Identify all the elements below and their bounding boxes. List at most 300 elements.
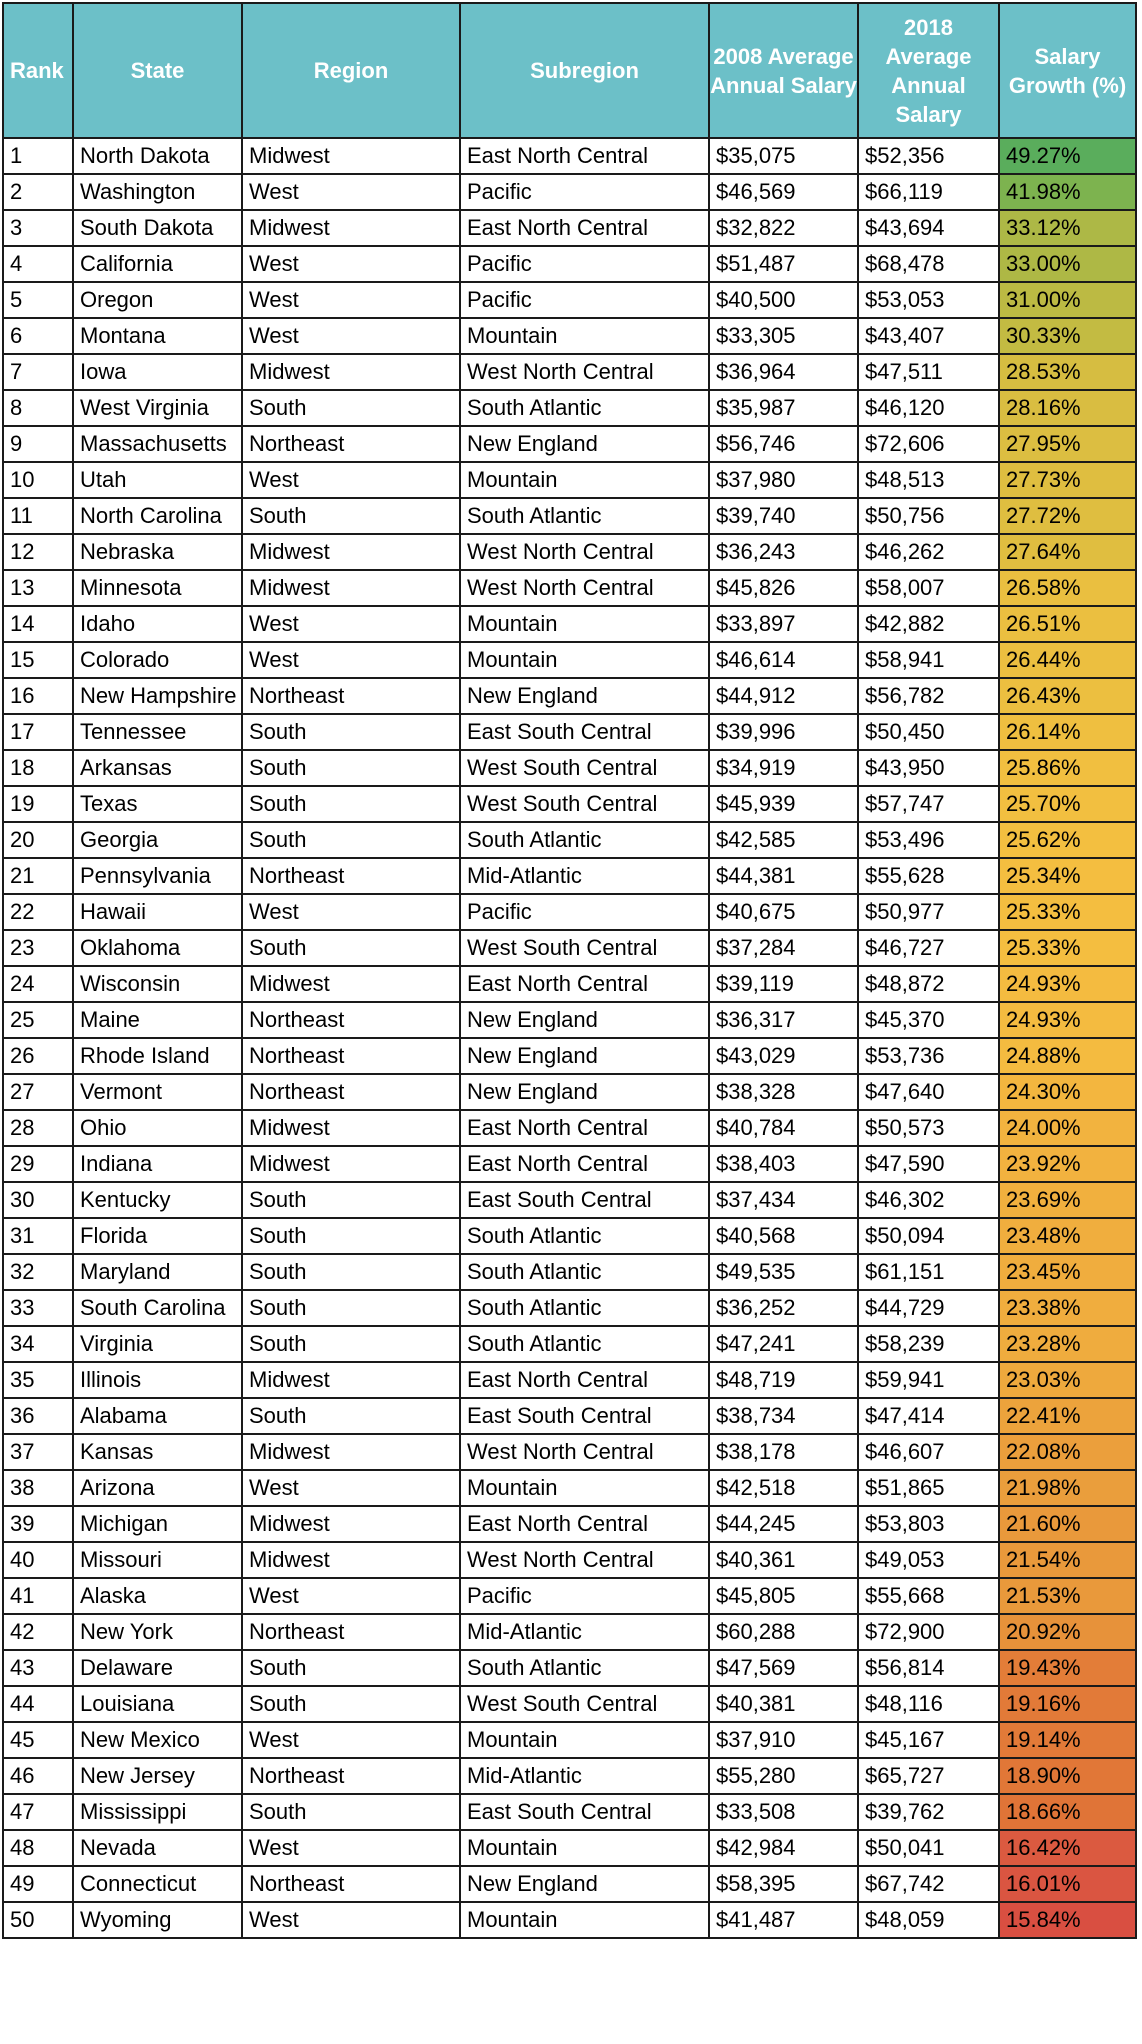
cell-salary-growth[interactable]: 28.53% xyxy=(999,354,1136,390)
cell-salary-2018[interactable]: $45,167 xyxy=(858,1722,999,1758)
cell-subregion[interactable]: West South Central xyxy=(460,786,709,822)
header-rank[interactable]: Rank xyxy=(3,3,73,138)
cell-salary-2008[interactable]: $43,029 xyxy=(709,1038,858,1074)
cell-salary-2008[interactable]: $58,395 xyxy=(709,1866,858,1902)
cell-state[interactable]: Alaska xyxy=(73,1578,242,1614)
cell-region[interactable]: West xyxy=(242,1578,460,1614)
cell-rank[interactable]: 16 xyxy=(3,678,73,714)
cell-salary-2018[interactable]: $47,414 xyxy=(858,1398,999,1434)
cell-rank[interactable]: 50 xyxy=(3,1902,73,1938)
cell-salary-2008[interactable]: $39,740 xyxy=(709,498,858,534)
cell-salary-2018[interactable]: $61,151 xyxy=(858,1254,999,1290)
cell-salary-2018[interactable]: $55,668 xyxy=(858,1578,999,1614)
cell-subregion[interactable]: Mountain xyxy=(460,606,709,642)
cell-region[interactable]: Northeast xyxy=(242,858,460,894)
cell-region[interactable]: South xyxy=(242,390,460,426)
header-salary-2008[interactable]: 2008 Average Annual Salary xyxy=(709,3,858,138)
cell-region[interactable]: South xyxy=(242,750,460,786)
cell-salary-growth[interactable]: 23.38% xyxy=(999,1290,1136,1326)
cell-salary-2018[interactable]: $66,119 xyxy=(858,174,999,210)
cell-subregion[interactable]: New England xyxy=(460,426,709,462)
cell-region[interactable]: South xyxy=(242,1326,460,1362)
cell-subregion[interactable]: Pacific xyxy=(460,894,709,930)
cell-region[interactable]: South xyxy=(242,1686,460,1722)
header-salary-growth[interactable]: Salary Growth (%) xyxy=(999,3,1136,138)
cell-rank[interactable]: 30 xyxy=(3,1182,73,1218)
cell-state[interactable]: Oklahoma xyxy=(73,930,242,966)
cell-rank[interactable]: 48 xyxy=(3,1830,73,1866)
cell-salary-2018[interactable]: $50,041 xyxy=(858,1830,999,1866)
cell-salary-2018[interactable]: $55,628 xyxy=(858,858,999,894)
cell-region[interactable]: West xyxy=(242,318,460,354)
cell-state[interactable]: Arkansas xyxy=(73,750,242,786)
cell-salary-2008[interactable]: $38,178 xyxy=(709,1434,858,1470)
cell-region[interactable]: Midwest xyxy=(242,210,460,246)
cell-salary-2018[interactable]: $48,513 xyxy=(858,462,999,498)
cell-salary-2008[interactable]: $33,305 xyxy=(709,318,858,354)
cell-salary-growth[interactable]: 19.16% xyxy=(999,1686,1136,1722)
cell-salary-2008[interactable]: $42,984 xyxy=(709,1830,858,1866)
cell-rank[interactable]: 29 xyxy=(3,1146,73,1182)
cell-subregion[interactable]: East South Central xyxy=(460,714,709,750)
cell-rank[interactable]: 27 xyxy=(3,1074,73,1110)
cell-subregion[interactable]: East North Central xyxy=(460,1506,709,1542)
cell-region[interactable]: Northeast xyxy=(242,1866,460,1902)
cell-salary-2008[interactable]: $40,675 xyxy=(709,894,858,930)
cell-state[interactable]: Hawaii xyxy=(73,894,242,930)
cell-state[interactable]: Maryland xyxy=(73,1254,242,1290)
cell-state[interactable]: Virginia xyxy=(73,1326,242,1362)
cell-salary-growth[interactable]: 28.16% xyxy=(999,390,1136,426)
cell-state[interactable]: New Mexico xyxy=(73,1722,242,1758)
cell-rank[interactable]: 20 xyxy=(3,822,73,858)
cell-salary-2008[interactable]: $60,288 xyxy=(709,1614,858,1650)
cell-salary-2018[interactable]: $65,727 xyxy=(858,1758,999,1794)
cell-rank[interactable]: 12 xyxy=(3,534,73,570)
cell-salary-2008[interactable]: $36,252 xyxy=(709,1290,858,1326)
cell-salary-2008[interactable]: $40,500 xyxy=(709,282,858,318)
cell-salary-2018[interactable]: $46,262 xyxy=(858,534,999,570)
cell-salary-2018[interactable]: $59,941 xyxy=(858,1362,999,1398)
cell-subregion[interactable]: New England xyxy=(460,1074,709,1110)
cell-region[interactable]: South xyxy=(242,1218,460,1254)
cell-rank[interactable]: 1 xyxy=(3,138,73,174)
cell-salary-2018[interactable]: $52,356 xyxy=(858,138,999,174)
cell-region[interactable]: Midwest xyxy=(242,1434,460,1470)
cell-salary-2018[interactable]: $68,478 xyxy=(858,246,999,282)
cell-rank[interactable]: 8 xyxy=(3,390,73,426)
cell-state[interactable]: Wisconsin xyxy=(73,966,242,1002)
cell-salary-2008[interactable]: $36,317 xyxy=(709,1002,858,1038)
cell-subregion[interactable]: Mountain xyxy=(460,1722,709,1758)
cell-state[interactable]: Missouri xyxy=(73,1542,242,1578)
cell-salary-2008[interactable]: $41,487 xyxy=(709,1902,858,1938)
cell-salary-2018[interactable]: $58,941 xyxy=(858,642,999,678)
cell-salary-growth[interactable]: 24.93% xyxy=(999,1002,1136,1038)
cell-state[interactable]: New York xyxy=(73,1614,242,1650)
cell-subregion[interactable]: South Atlantic xyxy=(460,390,709,426)
cell-region[interactable]: Midwest xyxy=(242,570,460,606)
cell-subregion[interactable]: East South Central xyxy=(460,1794,709,1830)
cell-region[interactable]: South xyxy=(242,822,460,858)
cell-rank[interactable]: 14 xyxy=(3,606,73,642)
cell-salary-2008[interactable]: $33,508 xyxy=(709,1794,858,1830)
cell-region[interactable]: Northeast xyxy=(242,1614,460,1650)
cell-rank[interactable]: 11 xyxy=(3,498,73,534)
cell-salary-2008[interactable]: $49,535 xyxy=(709,1254,858,1290)
cell-region[interactable]: Midwest xyxy=(242,1362,460,1398)
cell-rank[interactable]: 34 xyxy=(3,1326,73,1362)
cell-salary-2008[interactable]: $40,784 xyxy=(709,1110,858,1146)
cell-rank[interactable]: 44 xyxy=(3,1686,73,1722)
cell-region[interactable]: Midwest xyxy=(242,138,460,174)
cell-region[interactable]: Midwest xyxy=(242,966,460,1002)
cell-salary-growth[interactable]: 23.28% xyxy=(999,1326,1136,1362)
cell-region[interactable]: South xyxy=(242,1794,460,1830)
cell-salary-growth[interactable]: 23.92% xyxy=(999,1146,1136,1182)
cell-rank[interactable]: 49 xyxy=(3,1866,73,1902)
cell-state[interactable]: West Virginia xyxy=(73,390,242,426)
cell-salary-2008[interactable]: $44,381 xyxy=(709,858,858,894)
cell-salary-2008[interactable]: $32,822 xyxy=(709,210,858,246)
cell-salary-2018[interactable]: $72,900 xyxy=(858,1614,999,1650)
cell-salary-growth[interactable]: 25.86% xyxy=(999,750,1136,786)
cell-salary-2018[interactable]: $56,782 xyxy=(858,678,999,714)
cell-rank[interactable]: 3 xyxy=(3,210,73,246)
cell-rank[interactable]: 31 xyxy=(3,1218,73,1254)
cell-salary-2018[interactable]: $50,977 xyxy=(858,894,999,930)
cell-salary-growth[interactable]: 19.43% xyxy=(999,1650,1136,1686)
cell-rank[interactable]: 42 xyxy=(3,1614,73,1650)
cell-salary-2018[interactable]: $53,736 xyxy=(858,1038,999,1074)
cell-region[interactable]: West xyxy=(242,1902,460,1938)
cell-salary-2018[interactable]: $44,729 xyxy=(858,1290,999,1326)
cell-salary-2018[interactable]: $47,511 xyxy=(858,354,999,390)
cell-rank[interactable]: 7 xyxy=(3,354,73,390)
cell-state[interactable]: Kentucky xyxy=(73,1182,242,1218)
cell-state[interactable]: Mississippi xyxy=(73,1794,242,1830)
cell-salary-growth[interactable]: 21.60% xyxy=(999,1506,1136,1542)
cell-state[interactable]: Maine xyxy=(73,1002,242,1038)
cell-state[interactable]: Alabama xyxy=(73,1398,242,1434)
cell-subregion[interactable]: South Atlantic xyxy=(460,1650,709,1686)
cell-salary-2008[interactable]: $42,585 xyxy=(709,822,858,858)
cell-salary-growth[interactable]: 27.95% xyxy=(999,426,1136,462)
cell-rank[interactable]: 17 xyxy=(3,714,73,750)
cell-region[interactable]: Midwest xyxy=(242,534,460,570)
cell-salary-growth[interactable]: 23.48% xyxy=(999,1218,1136,1254)
cell-state[interactable]: Vermont xyxy=(73,1074,242,1110)
cell-salary-growth[interactable]: 21.54% xyxy=(999,1542,1136,1578)
cell-salary-growth[interactable]: 24.88% xyxy=(999,1038,1136,1074)
cell-salary-2018[interactable]: $53,496 xyxy=(858,822,999,858)
cell-region[interactable]: West xyxy=(242,246,460,282)
cell-salary-2018[interactable]: $51,865 xyxy=(858,1470,999,1506)
cell-subregion[interactable]: Mid-Atlantic xyxy=(460,1614,709,1650)
cell-salary-2008[interactable]: $36,243 xyxy=(709,534,858,570)
cell-state[interactable]: South Dakota xyxy=(73,210,242,246)
cell-subregion[interactable]: Mid-Atlantic xyxy=(460,1758,709,1794)
cell-salary-2008[interactable]: $38,328 xyxy=(709,1074,858,1110)
cell-salary-growth[interactable]: 33.00% xyxy=(999,246,1136,282)
cell-salary-2018[interactable]: $50,450 xyxy=(858,714,999,750)
cell-rank[interactable]: 22 xyxy=(3,894,73,930)
cell-rank[interactable]: 4 xyxy=(3,246,73,282)
cell-state[interactable]: Colorado xyxy=(73,642,242,678)
cell-salary-2008[interactable]: $46,614 xyxy=(709,642,858,678)
cell-salary-2018[interactable]: $46,727 xyxy=(858,930,999,966)
cell-salary-2018[interactable]: $46,302 xyxy=(858,1182,999,1218)
cell-subregion[interactable]: West North Central xyxy=(460,570,709,606)
cell-salary-growth[interactable]: 31.00% xyxy=(999,282,1136,318)
cell-subregion[interactable]: South Atlantic xyxy=(460,1290,709,1326)
cell-subregion[interactable]: Mountain xyxy=(460,1470,709,1506)
cell-salary-2008[interactable]: $45,826 xyxy=(709,570,858,606)
cell-rank[interactable]: 46 xyxy=(3,1758,73,1794)
cell-salary-2018[interactable]: $47,590 xyxy=(858,1146,999,1182)
cell-salary-2018[interactable]: $53,803 xyxy=(858,1506,999,1542)
cell-state[interactable]: Indiana xyxy=(73,1146,242,1182)
cell-salary-2018[interactable]: $45,370 xyxy=(858,1002,999,1038)
cell-salary-2008[interactable]: $46,569 xyxy=(709,174,858,210)
cell-region[interactable]: West xyxy=(242,642,460,678)
cell-subregion[interactable]: West North Central xyxy=(460,1542,709,1578)
cell-region[interactable]: West xyxy=(242,282,460,318)
cell-rank[interactable]: 35 xyxy=(3,1362,73,1398)
cell-state[interactable]: Washington xyxy=(73,174,242,210)
cell-salary-2018[interactable]: $43,407 xyxy=(858,318,999,354)
cell-salary-2008[interactable]: $37,284 xyxy=(709,930,858,966)
cell-salary-2008[interactable]: $55,280 xyxy=(709,1758,858,1794)
cell-salary-growth[interactable]: 49.27% xyxy=(999,138,1136,174)
cell-state[interactable]: Ohio xyxy=(73,1110,242,1146)
cell-salary-2008[interactable]: $56,746 xyxy=(709,426,858,462)
cell-rank[interactable]: 33 xyxy=(3,1290,73,1326)
cell-salary-2008[interactable]: $39,996 xyxy=(709,714,858,750)
cell-salary-2018[interactable]: $42,882 xyxy=(858,606,999,642)
cell-rank[interactable]: 10 xyxy=(3,462,73,498)
cell-state[interactable]: Kansas xyxy=(73,1434,242,1470)
cell-subregion[interactable]: Pacific xyxy=(460,282,709,318)
cell-state[interactable]: Iowa xyxy=(73,354,242,390)
cell-subregion[interactable]: Mountain xyxy=(460,462,709,498)
cell-state[interactable]: Arizona xyxy=(73,1470,242,1506)
cell-state[interactable]: New Hampshire xyxy=(73,678,242,714)
cell-rank[interactable]: 41 xyxy=(3,1578,73,1614)
cell-salary-2018[interactable]: $72,606 xyxy=(858,426,999,462)
cell-subregion[interactable]: West South Central xyxy=(460,750,709,786)
cell-salary-2008[interactable]: $45,805 xyxy=(709,1578,858,1614)
cell-salary-2018[interactable]: $48,872 xyxy=(858,966,999,1002)
cell-region[interactable]: West xyxy=(242,462,460,498)
cell-salary-growth[interactable]: 26.14% xyxy=(999,714,1136,750)
cell-salary-growth[interactable]: 21.98% xyxy=(999,1470,1136,1506)
cell-subregion[interactable]: New England xyxy=(460,678,709,714)
cell-salary-2018[interactable]: $43,950 xyxy=(858,750,999,786)
cell-salary-2018[interactable]: $58,007 xyxy=(858,570,999,606)
cell-region[interactable]: West xyxy=(242,894,460,930)
cell-salary-growth[interactable]: 23.45% xyxy=(999,1254,1136,1290)
cell-salary-growth[interactable]: 24.00% xyxy=(999,1110,1136,1146)
cell-rank[interactable]: 18 xyxy=(3,750,73,786)
cell-state[interactable]: Nebraska xyxy=(73,534,242,570)
cell-salary-growth[interactable]: 26.44% xyxy=(999,642,1136,678)
cell-region[interactable]: West xyxy=(242,1470,460,1506)
cell-subregion[interactable]: Mountain xyxy=(460,1830,709,1866)
cell-salary-2008[interactable]: $44,912 xyxy=(709,678,858,714)
cell-rank[interactable]: 45 xyxy=(3,1722,73,1758)
cell-salary-growth[interactable]: 27.72% xyxy=(999,498,1136,534)
cell-subregion[interactable]: South Atlantic xyxy=(460,1326,709,1362)
cell-state[interactable]: Utah xyxy=(73,462,242,498)
cell-salary-growth[interactable]: 24.30% xyxy=(999,1074,1136,1110)
cell-salary-2008[interactable]: $40,361 xyxy=(709,1542,858,1578)
cell-salary-2018[interactable]: $49,053 xyxy=(858,1542,999,1578)
cell-rank[interactable]: 47 xyxy=(3,1794,73,1830)
cell-region[interactable]: South xyxy=(242,1650,460,1686)
cell-salary-2008[interactable]: $35,987 xyxy=(709,390,858,426)
header-salary-2018[interactable]: 2018 Average Annual Salary xyxy=(858,3,999,138)
cell-rank[interactable]: 40 xyxy=(3,1542,73,1578)
cell-state[interactable]: Georgia xyxy=(73,822,242,858)
cell-subregion[interactable]: South Atlantic xyxy=(460,1218,709,1254)
cell-salary-2008[interactable]: $40,568 xyxy=(709,1218,858,1254)
cell-region[interactable]: West xyxy=(242,174,460,210)
cell-salary-growth[interactable]: 24.93% xyxy=(999,966,1136,1002)
cell-rank[interactable]: 13 xyxy=(3,570,73,606)
cell-region[interactable]: South xyxy=(242,786,460,822)
cell-salary-growth[interactable]: 20.92% xyxy=(999,1614,1136,1650)
cell-subregion[interactable]: East South Central xyxy=(460,1398,709,1434)
cell-salary-2018[interactable]: $53,053 xyxy=(858,282,999,318)
cell-rank[interactable]: 37 xyxy=(3,1434,73,1470)
cell-subregion[interactable]: East North Central xyxy=(460,1110,709,1146)
cell-salary-2018[interactable]: $48,116 xyxy=(858,1686,999,1722)
cell-salary-2008[interactable]: $38,403 xyxy=(709,1146,858,1182)
cell-subregion[interactable]: Pacific xyxy=(460,1578,709,1614)
cell-salary-2018[interactable]: $46,120 xyxy=(858,390,999,426)
cell-salary-2008[interactable]: $37,910 xyxy=(709,1722,858,1758)
cell-state[interactable]: Tennessee xyxy=(73,714,242,750)
cell-state[interactable]: New Jersey xyxy=(73,1758,242,1794)
cell-salary-2008[interactable]: $37,434 xyxy=(709,1182,858,1218)
cell-region[interactable]: Northeast xyxy=(242,1758,460,1794)
cell-state[interactable]: Montana xyxy=(73,318,242,354)
cell-salary-2018[interactable]: $57,747 xyxy=(858,786,999,822)
cell-salary-2018[interactable]: $43,694 xyxy=(858,210,999,246)
cell-subregion[interactable]: South Atlantic xyxy=(460,822,709,858)
cell-state[interactable]: Massachusetts xyxy=(73,426,242,462)
cell-subregion[interactable]: West North Central xyxy=(460,1434,709,1470)
cell-rank[interactable]: 25 xyxy=(3,1002,73,1038)
cell-salary-growth[interactable]: 19.14% xyxy=(999,1722,1136,1758)
cell-subregion[interactable]: East South Central xyxy=(460,1182,709,1218)
cell-salary-2008[interactable]: $51,487 xyxy=(709,246,858,282)
cell-state[interactable]: South Carolina xyxy=(73,1290,242,1326)
cell-salary-2008[interactable]: $39,119 xyxy=(709,966,858,1002)
cell-salary-growth[interactable]: 30.33% xyxy=(999,318,1136,354)
cell-salary-growth[interactable]: 41.98% xyxy=(999,174,1136,210)
cell-rank[interactable]: 39 xyxy=(3,1506,73,1542)
cell-region[interactable]: West xyxy=(242,606,460,642)
cell-subregion[interactable]: Mountain xyxy=(460,642,709,678)
cell-salary-growth[interactable]: 25.70% xyxy=(999,786,1136,822)
cell-salary-2008[interactable]: $36,964 xyxy=(709,354,858,390)
cell-state[interactable]: Oregon xyxy=(73,282,242,318)
cell-salary-2008[interactable]: $45,939 xyxy=(709,786,858,822)
cell-state[interactable]: Rhode Island xyxy=(73,1038,242,1074)
cell-salary-growth[interactable]: 18.90% xyxy=(999,1758,1136,1794)
cell-subregion[interactable]: West North Central xyxy=(460,354,709,390)
cell-rank[interactable]: 15 xyxy=(3,642,73,678)
cell-state[interactable]: Idaho xyxy=(73,606,242,642)
cell-rank[interactable]: 24 xyxy=(3,966,73,1002)
cell-state[interactable]: Michigan xyxy=(73,1506,242,1542)
cell-state[interactable]: Connecticut xyxy=(73,1866,242,1902)
cell-region[interactable]: Midwest xyxy=(242,1506,460,1542)
cell-state[interactable]: Nevada xyxy=(73,1830,242,1866)
cell-state[interactable]: Wyoming xyxy=(73,1902,242,1938)
cell-state[interactable]: California xyxy=(73,246,242,282)
cell-subregion[interactable]: Pacific xyxy=(460,246,709,282)
cell-region[interactable]: Northeast xyxy=(242,1038,460,1074)
cell-subregion[interactable]: Mountain xyxy=(460,1902,709,1938)
cell-subregion[interactable]: South Atlantic xyxy=(460,498,709,534)
cell-salary-2018[interactable]: $50,756 xyxy=(858,498,999,534)
cell-subregion[interactable]: East North Central xyxy=(460,210,709,246)
cell-rank[interactable]: 38 xyxy=(3,1470,73,1506)
cell-subregion[interactable]: New England xyxy=(460,1002,709,1038)
cell-salary-2008[interactable]: $48,719 xyxy=(709,1362,858,1398)
cell-rank[interactable]: 6 xyxy=(3,318,73,354)
cell-salary-growth[interactable]: 27.64% xyxy=(999,534,1136,570)
cell-rank[interactable]: 5 xyxy=(3,282,73,318)
cell-salary-2008[interactable]: $34,919 xyxy=(709,750,858,786)
cell-subregion[interactable]: New England xyxy=(460,1038,709,1074)
cell-state[interactable]: North Carolina xyxy=(73,498,242,534)
header-subregion[interactable]: Subregion xyxy=(460,3,709,138)
cell-region[interactable]: Midwest xyxy=(242,1110,460,1146)
cell-salary-growth[interactable]: 25.34% xyxy=(999,858,1136,894)
cell-salary-growth[interactable]: 25.33% xyxy=(999,930,1136,966)
cell-subregion[interactable]: East North Central xyxy=(460,1146,709,1182)
cell-subregion[interactable]: New England xyxy=(460,1866,709,1902)
cell-state[interactable]: Texas xyxy=(73,786,242,822)
cell-salary-2018[interactable]: $50,573 xyxy=(858,1110,999,1146)
cell-state[interactable]: Illinois xyxy=(73,1362,242,1398)
cell-state[interactable]: Florida xyxy=(73,1218,242,1254)
cell-region[interactable]: South xyxy=(242,930,460,966)
header-region[interactable]: Region xyxy=(242,3,460,138)
cell-salary-growth[interactable]: 15.84% xyxy=(999,1902,1136,1938)
cell-region[interactable]: South xyxy=(242,498,460,534)
cell-state[interactable]: Louisiana xyxy=(73,1686,242,1722)
cell-salary-2008[interactable]: $40,381 xyxy=(709,1686,858,1722)
cell-state[interactable]: Pennsylvania xyxy=(73,858,242,894)
cell-subregion[interactable]: East North Central xyxy=(460,966,709,1002)
cell-salary-2018[interactable]: $58,239 xyxy=(858,1326,999,1362)
cell-state[interactable]: Minnesota xyxy=(73,570,242,606)
cell-subregion[interactable]: East North Central xyxy=(460,1362,709,1398)
cell-region[interactable]: Midwest xyxy=(242,1542,460,1578)
cell-salary-growth[interactable]: 33.12% xyxy=(999,210,1136,246)
cell-subregion[interactable]: South Atlantic xyxy=(460,1254,709,1290)
cell-salary-2018[interactable]: $56,814 xyxy=(858,1650,999,1686)
cell-salary-2008[interactable]: $44,245 xyxy=(709,1506,858,1542)
cell-salary-2018[interactable]: $39,762 xyxy=(858,1794,999,1830)
cell-region[interactable]: South xyxy=(242,1182,460,1218)
cell-salary-growth[interactable]: 16.42% xyxy=(999,1830,1136,1866)
